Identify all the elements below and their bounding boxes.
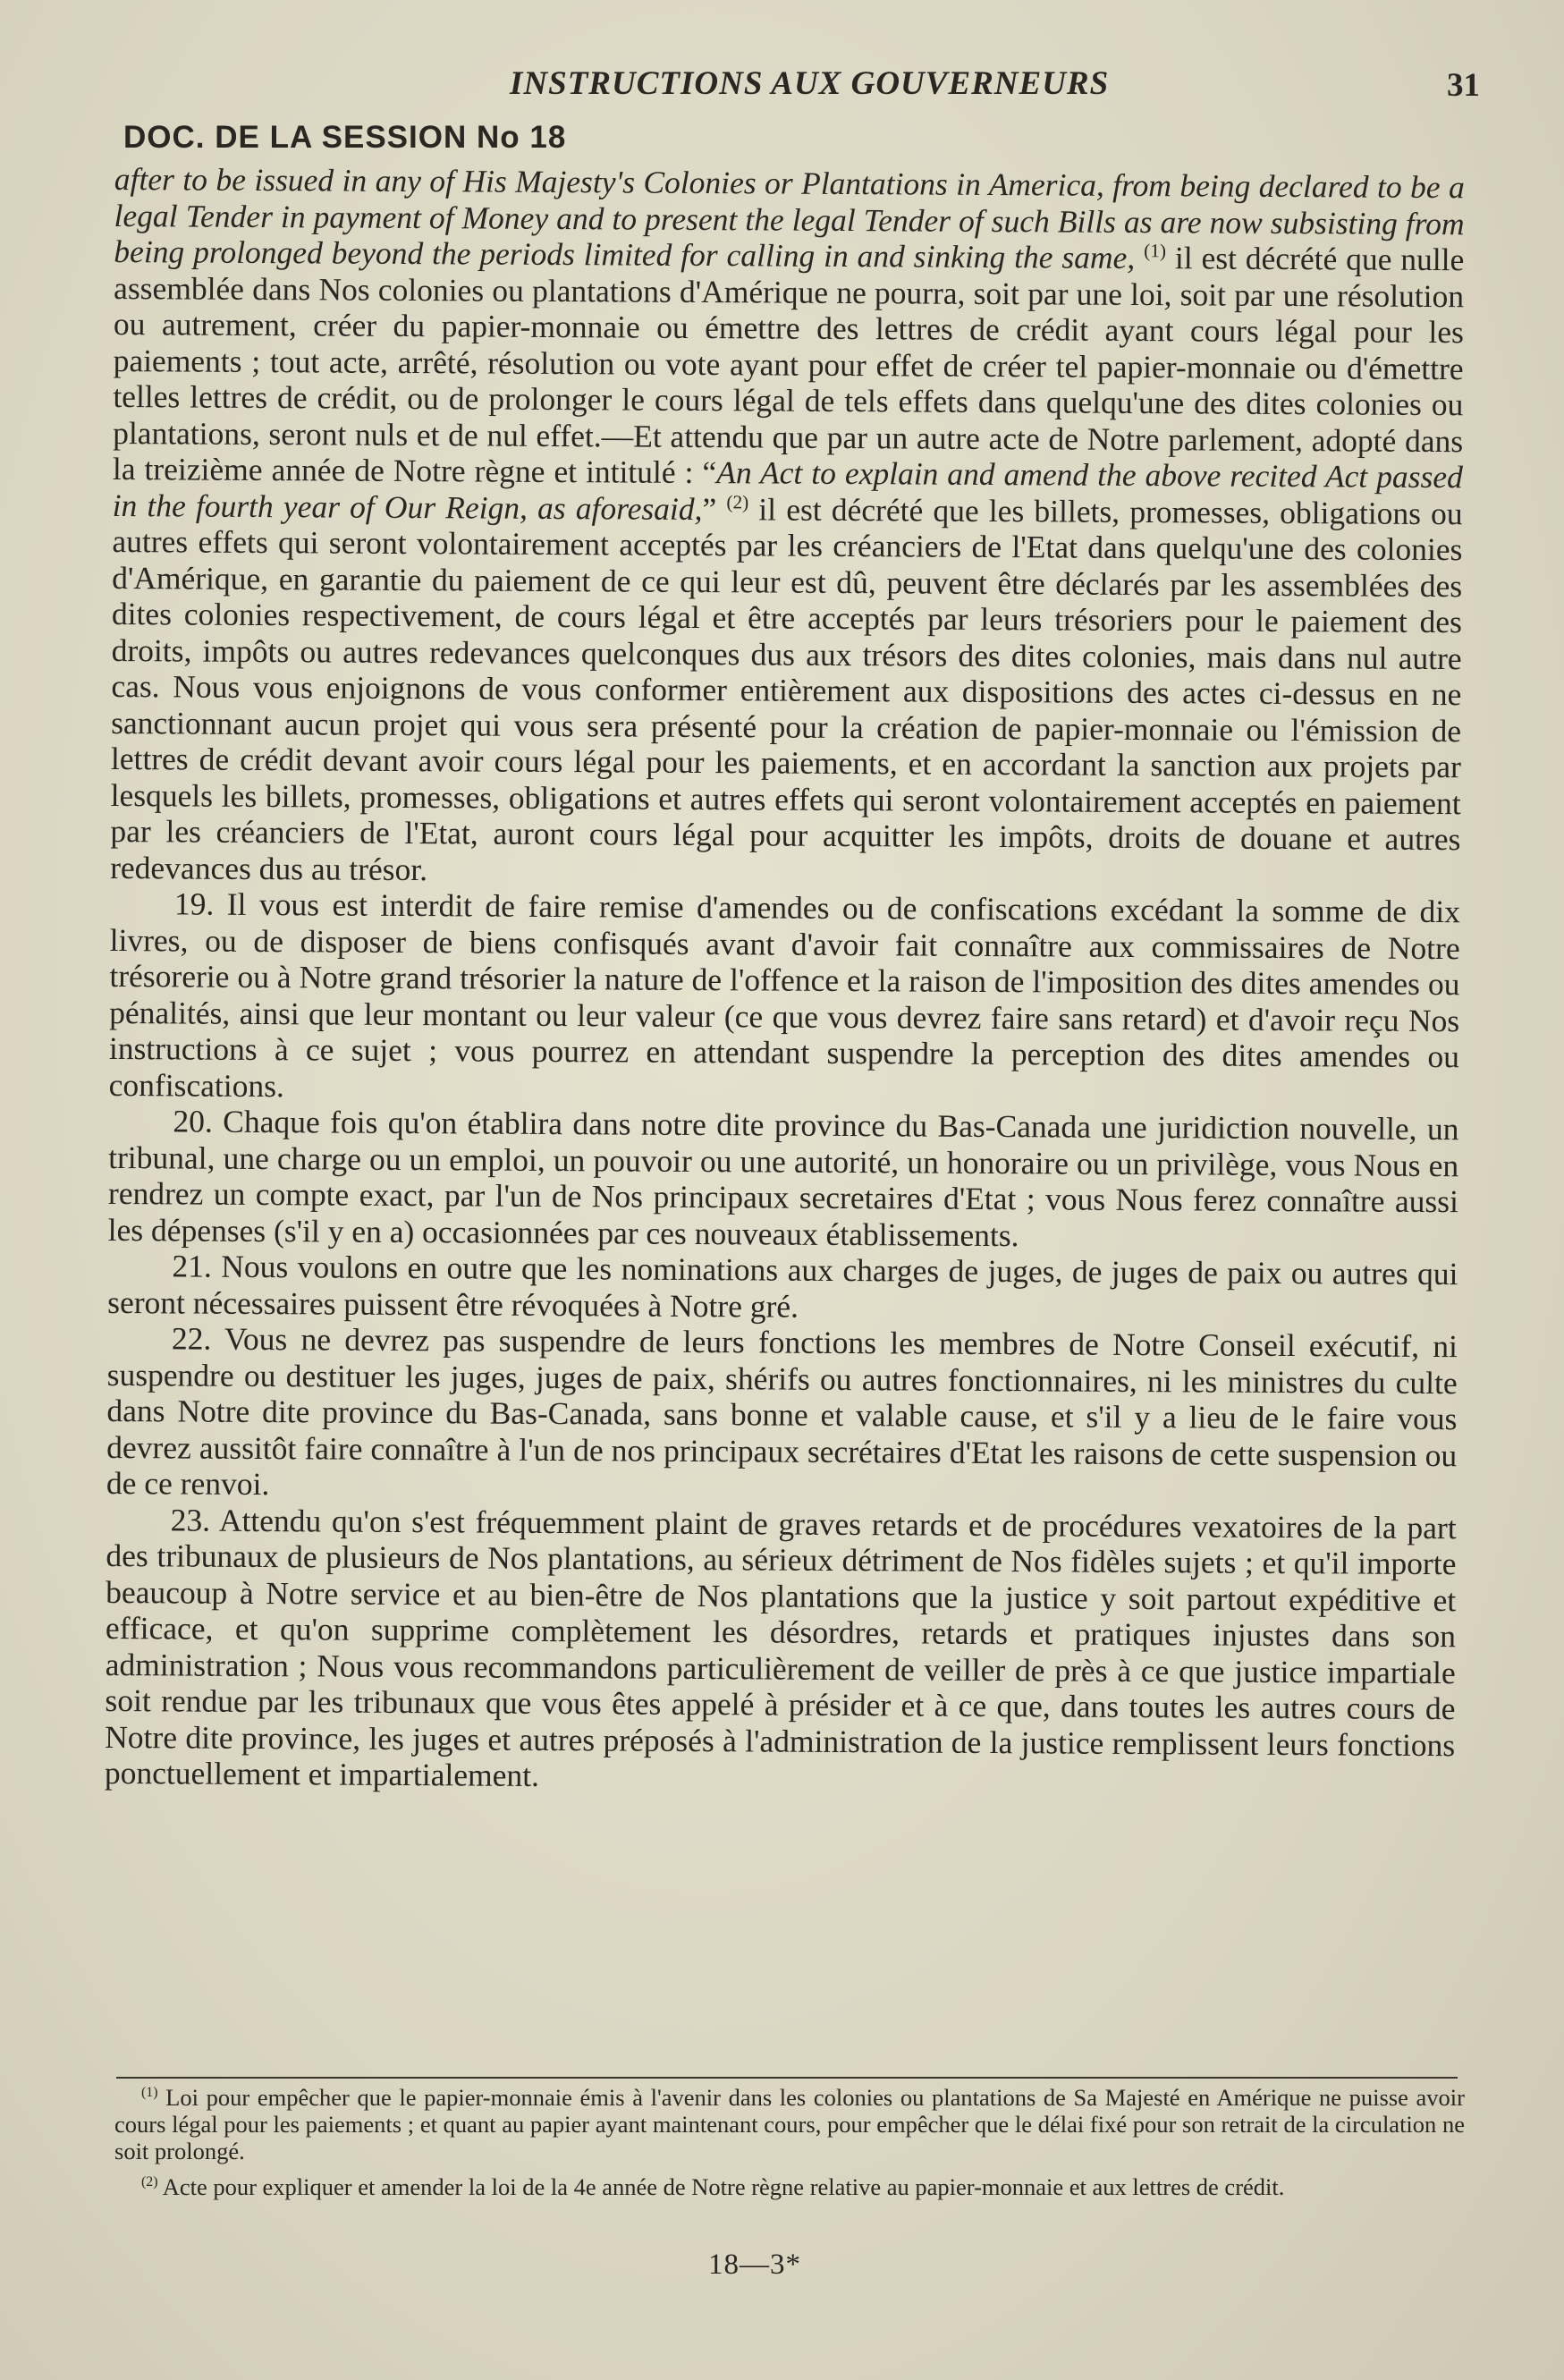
paragraph-18-text: il est décrété que nulle assemblée dans Nos colonies ou plantations d'Amérique ne pourra, soit par une loi, soit par une résolution ou autrement, créer du papier-monnaie ou émettre des lettres de crédit ayant cours légal pour les paiements ; tout acte, arrêté, résolution ou vote ayant pour effet de créer tel papier-monnaie ou d'émettre telles lettres de crédit, ou de prolonger le cours légal de tels effets dans quelqu'une des dites colonies ou plantations, seront nuls et de nul effet.—Et attendu que par un autre acte de Notre parlement, adopté dans la treizième année de Notre règne et intitulé : “ bbox=[112, 240, 1465, 491]
footnote-2-mark: (2) bbox=[141, 2174, 158, 2190]
page-number: 31 bbox=[1447, 67, 1480, 104]
footnote-ref-2: (2) bbox=[726, 490, 749, 513]
english-act-title-2: An Act to explain and amend the above recited Act passed in the fourth year of Our Reign, as aforesaid, bbox=[112, 454, 1463, 527]
paragraph-18-continued bbox=[110, 161, 1465, 894]
paragraph-22: 22. Vous ne devrez pas suspendre de leurs fonctions les membres de Notre Conseil exécutif, ni suspendre ou destituer les juges, juges de paix, shérifs ou autres fonctionnaires, ni les ministres du culte dans Notre dite province du Bas-Canada, sans bonne et valable cause, et s'il y a lieu de le faire vous devrez aussitôt faire connaître à l'un de nos principaux secrétaires d'Etat les raisons de cette suspension ou de ce renvoi. bbox=[106, 1320, 1458, 1503]
paragraph-18-text-2: il est décrété que les billets, promesses, obligations ou autres effets qui seront volontairement acceptés par les créanciers de l'Etat dans quelqu'une des colonies d'Amérique, en garantie du paiement de ce qui leur est dû, peuvent être déclarés par les assemblées des dites colonies respectivement, de cours légal et être acceptés par leurs trésoriers pour le paiement des droits, impôts ou autres redevances quelconques dus aux trésors des dites colonies, mais dans nul autre cas. Nous vous enjoignons de vous conformer entièrement aux dispositions des actes ci-dessus en ne sanctionnant aucun projet qui vous sera présenté pour la création de papier-monnaie ou l'émission de lettres de crédit devant avoir cours légal pour les paiements, et en accordant la sanction aux projets par lesquels les billets, promesses, obligations et autres effets qui seront volontairement acceptés en paiement par les créanciers de l'Etat, auront cours légal pour acquitter les impôts, droits de douane et autres redevances dus au trésor. bbox=[110, 490, 1463, 887]
paragraph-23: 23. Attendu qu'on s'est fréquemment plaint de graves retards et de procédures vexatoires de la part des tribunaux de plusieurs de Nos plantations, au sérieux détriment de Nos fidèles sujets ; et qu'il importe beaucoup à Notre service et au bien-être de Nos plantations que la justice y soit partout expéditive et efficace, et qu'on supprime complètement les désordres, retards et pratiques injustes dans son administration ; Nous vous recommandons particulièrement de veiller de près à ce que justice impartiale soit rendue par les tribunaux que vous êtes appelé à présider et à ce que, dans toutes les autres cours de Notre dite province, les juges et autres préposés à l'administration de la justice remplissent leurs fonctions ponctuellement et impartialement. bbox=[104, 1501, 1457, 1793]
footnote-2 bbox=[114, 2173, 1465, 2200]
paragraph-21: 21. Nous voulons en outre que les nominations aux charges de juges, de juges de paix ou autres qui seront nécessaires puissent être révoquées à Notre gré. bbox=[107, 1248, 1458, 1325]
signature-mark: 18—3* bbox=[708, 2249, 801, 2281]
running-title: INSTRUCTIONS AUX GOUVERNEURS bbox=[510, 65, 1110, 102]
paragraph-20: 20. Chaque fois qu'on établira dans notre dite province du Bas-Canada une juridiction nouvelle, un tribunal, une charge ou un emploi, un pouvoir ou une autorité, un honoraire ou un privilège, vous Nous en rendrez un compte exact, par l'un de Nos principaux secretaires d'Etat ; vous Nous ferez connaître aussi les dépenses (s'il y en a) occasionnées par ces nouveaux établissements. bbox=[107, 1103, 1459, 1253]
paragraph-19: 19. Il vous est interdit de faire remise d'amendes ou de confiscations excédant la somme de dix livres, ou de disposer de biens confisqués avant d'avoir fait connaître aux commissaires de Notre trésorerie ou à Notre grand trésorier la nature de l'offence et la raison de l'imposition des dites amendes ou pénalités, ainsi que leur montant ou leur valeur (ce que vous devrez faire sans retard) et d'avoir reçu Nos instructions à ce sujet ; vous pourrez en attendant suspendre la perception des dites amendes ou confiscations. bbox=[108, 885, 1461, 1104]
footnote-1 bbox=[114, 2084, 1465, 2164]
session-label: DOC. DE LA SESSION No 18 bbox=[123, 120, 567, 155]
english-act-title: after to be issued in any of His Majesty's Colonies or Plantations in America, from being declared to be a legal Tender in payment of Money and to present the legal Tender of such Bills as are now subsisting from being prolonged beyond the periods limited for calling in and sinking the same, bbox=[114, 161, 1465, 275]
quote-close: ” bbox=[702, 490, 727, 527]
running-head bbox=[0, 64, 1564, 109]
footnote-ref-1: (1) bbox=[1144, 240, 1167, 262]
footnote-divider bbox=[116, 2077, 1458, 2079]
footnote-1-mark: (1) bbox=[141, 2085, 158, 2101]
body-text bbox=[105, 161, 1465, 1800]
footnotes bbox=[114, 2084, 1465, 2209]
footnote-2-text: Acte pour expliquer et amender la loi de la 4e année de Notre règne relative au papier-monnaie et aux lettres de crédit. bbox=[157, 2173, 1285, 2200]
footnote-1-text: Loi pour empêcher que le papier-monnaie émis à l'avenir dans les colonies ou plantations de Sa Majesté en Amérique ne puisse avoir cours légal pour les paiements ; et quant au papier ayant maintenant cours, pour empêcher que le délai fixé pour son retrait de la circulation ne soit prolongé. bbox=[114, 2084, 1465, 2164]
